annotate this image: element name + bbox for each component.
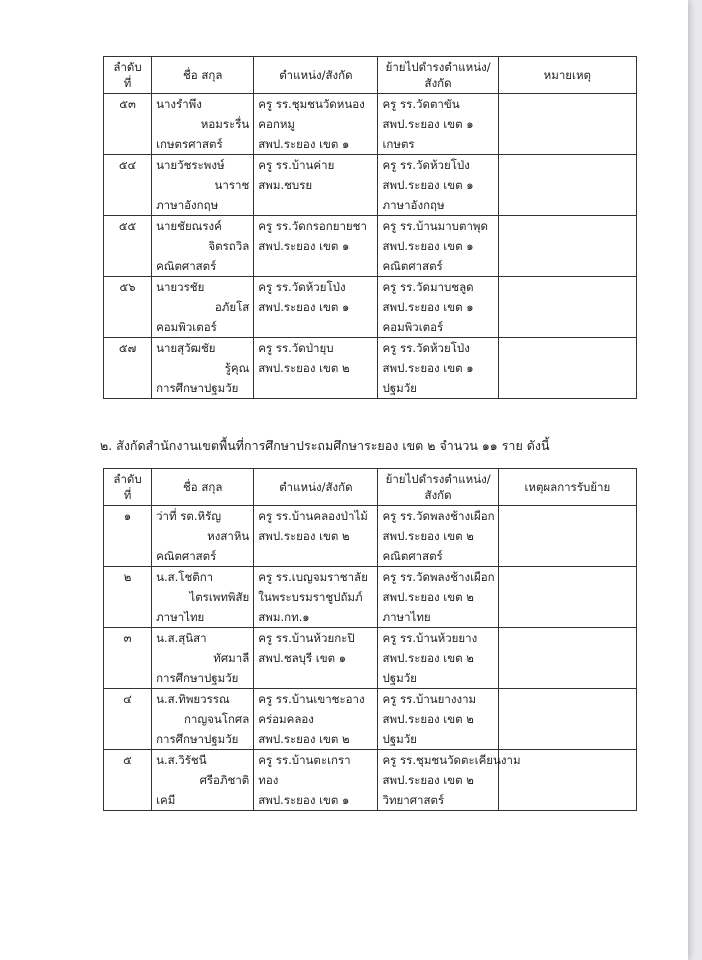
row-position-cell-line: ครู รร.บ้านห้วยกะปิ bbox=[258, 631, 355, 645]
row-position-cell-line: สพป.ระยอง เขต ๒ bbox=[258, 529, 350, 543]
header-order-line-1: ลำดับ bbox=[113, 60, 142, 74]
row-move-cell-line: สพป.ระยอง เขต ๑ bbox=[382, 361, 474, 375]
row-position-cell bbox=[254, 338, 378, 399]
row-move-cell-line: ครู รร.วัดพลงช้างเผือก bbox=[382, 570, 495, 584]
row-position-cell-line bbox=[258, 195, 373, 215]
row-number: ๕๖ bbox=[104, 277, 152, 338]
header-order bbox=[104, 57, 152, 94]
row-move-cell bbox=[378, 216, 498, 277]
row-position-cell-line: สพป.ระยอง เขต ๑ bbox=[258, 300, 350, 314]
row-move-cell-line: สพป.ระยอง เขต ๒ bbox=[382, 590, 474, 604]
row-move-cell-line: ภาษาไทย bbox=[382, 610, 431, 624]
row-name-cell bbox=[152, 506, 254, 567]
row-move-cell-line: ปฐมวัย bbox=[382, 671, 417, 685]
row-position-cell-line: สพป.ชลบุรี เขต ๑ bbox=[258, 651, 347, 665]
table-row bbox=[104, 155, 637, 216]
row-name-cell-line: ภาษาไทย bbox=[156, 610, 205, 624]
row-position-cell-line: ครู รร.บ้านคลองป่าไม้ bbox=[258, 509, 368, 523]
row-move-cell-line: ครู รร.บ้านยางงาม bbox=[382, 692, 477, 706]
row-name-cell bbox=[152, 689, 254, 750]
row-name-cell-line: คอมพิวเตอร์ bbox=[156, 320, 217, 334]
header-order-line-1: ลำดับ bbox=[113, 472, 142, 486]
table-row bbox=[104, 506, 637, 567]
row-number: ๕๔ bbox=[104, 155, 152, 216]
header-name: ชื่อ สกุล bbox=[152, 469, 254, 506]
row-number: ๕๕ bbox=[104, 216, 152, 277]
row-name-cell-line: จิตรถวิล bbox=[208, 239, 250, 253]
table-row bbox=[104, 338, 637, 399]
row-move-cell-line: สพป.ระยอง เขต ๒ bbox=[382, 773, 474, 787]
row-move-cell-line: คอมพิวเตอร์ bbox=[382, 320, 444, 334]
row-position-cell bbox=[254, 506, 378, 567]
header-move-to bbox=[378, 57, 498, 94]
row-move-cell-line: สพป.ระยอง เขต ๑ bbox=[382, 300, 474, 314]
row-name-cell-line: นายวรชัย bbox=[156, 280, 205, 294]
table-row bbox=[104, 216, 637, 277]
row-name-cell-line: น.ส.สุนิสา bbox=[156, 631, 207, 645]
header-name: ชื่อ สกุล bbox=[152, 57, 254, 94]
row-position-cell-line bbox=[258, 317, 373, 337]
table-row bbox=[104, 277, 637, 338]
row-move-cell-line: ปฐมวัย bbox=[382, 381, 417, 395]
row-name-cell-line: รู้คุณ bbox=[224, 361, 250, 375]
header-move-line-2: สังกัด bbox=[424, 76, 452, 90]
row-move-cell-line: ครู รร.วัดมาบชลูด bbox=[382, 280, 474, 294]
row-name-cell-line: ทัศมาลี bbox=[213, 651, 250, 665]
row-name-cell-line: ภาษาอังกฤษ bbox=[156, 198, 219, 212]
row-name-cell bbox=[152, 216, 254, 277]
row-number: ๕๓ bbox=[104, 94, 152, 155]
row-move-cell-line: สพป.ระยอง เขต ๑ bbox=[382, 239, 474, 253]
row-move-cell bbox=[378, 277, 498, 338]
row-name-cell-line: นายวัชระพงษ์ bbox=[156, 158, 225, 172]
row-note-cell bbox=[498, 155, 636, 216]
row-position-cell-line: สพป.ระยอง เขต ๒ bbox=[258, 361, 350, 375]
row-name-cell-line: การศึกษาปฐมวัย bbox=[156, 671, 239, 685]
row-position-cell bbox=[254, 216, 378, 277]
row-position-cell-line: สพม.ชบรย bbox=[258, 178, 313, 192]
table1-body bbox=[104, 94, 637, 399]
row-move-cell bbox=[378, 628, 498, 689]
row-position-cell-line: สพม.กท.๑ bbox=[258, 610, 310, 624]
row-note-cell bbox=[498, 94, 636, 155]
row-name-cell bbox=[152, 567, 254, 628]
row-move-cell bbox=[378, 338, 498, 399]
row-position-cell bbox=[254, 750, 378, 811]
table2-body bbox=[104, 506, 637, 811]
row-name-cell-line: เกษตรศาสตร์ bbox=[156, 137, 223, 151]
row-name-cell-line: กาญจนโกศล bbox=[183, 712, 250, 726]
row-move-cell-line: ปฐมวัย bbox=[382, 732, 417, 746]
row-move-cell-line: สพป.ระยอง เขต ๑ bbox=[382, 117, 474, 131]
row-name-cell bbox=[152, 628, 254, 689]
table-header-row bbox=[104, 57, 637, 94]
row-position-cell-line: ครู รร.วัดป่ายุบ bbox=[258, 341, 334, 355]
row-position-cell-line: สพป.ระยอง เขต ๑ bbox=[258, 137, 350, 151]
row-position-cell-line: สพป.ระยอง เขต ๑ bbox=[258, 239, 350, 253]
row-position-cell-line: ทอง bbox=[258, 773, 279, 787]
row-move-cell bbox=[378, 155, 498, 216]
row-name-cell bbox=[152, 94, 254, 155]
row-move-cell bbox=[378, 750, 521, 811]
row-position-cell-line: ครู รร.บ้านตะเกรา bbox=[258, 753, 351, 767]
table-row bbox=[104, 94, 637, 155]
row-name-cell bbox=[152, 277, 254, 338]
row-position-cell bbox=[254, 567, 378, 628]
header-move-line-1: ย้ายไปดำรงตำแหน่ง/ bbox=[385, 60, 491, 74]
row-move-cell-line: ครู รร.บ้านมาบตาพุด bbox=[382, 219, 488, 233]
section-2-heading: ๒. สังกัดสำนักงานเขตพื้นที่การศึกษาประถมศึกษาระยอง เขต ๒ จำนวน ๑๑ ราย ดังนี้ bbox=[100, 438, 550, 453]
row-position-cell-line bbox=[258, 256, 373, 276]
row-name-cell-line: หอมระรื่น bbox=[200, 117, 250, 131]
row-position-cell-line bbox=[258, 668, 373, 688]
row-position-cell-line: ครู รร.บ้านเขาชะอาง bbox=[258, 692, 365, 706]
header-position: ตำแหน่ง/สังกัด bbox=[254, 469, 378, 506]
table-row bbox=[104, 689, 637, 750]
row-name-cell-line: นายชัยณรงค์ bbox=[156, 219, 222, 233]
row-name-cell bbox=[152, 155, 254, 216]
row-name-cell-line: น.ส.โชติกา bbox=[156, 570, 214, 584]
row-note-cell bbox=[498, 628, 636, 689]
row-move-cell-line: คณิตศาสตร์ bbox=[382, 549, 443, 563]
row-position-cell-line: คอกหมู bbox=[258, 117, 295, 131]
row-note-cell bbox=[498, 277, 636, 338]
row-name-cell-line: นาราช bbox=[214, 178, 250, 192]
row-position-cell-line: ครู รร.ชุมชนวัดหนอง bbox=[258, 97, 365, 111]
row-name-cell bbox=[152, 338, 254, 399]
row-name-cell-line: น.ส.วิรัชนี bbox=[156, 753, 207, 767]
row-name-cell-line: การศึกษาปฐมวัย bbox=[156, 732, 239, 746]
transfer-table-1 bbox=[103, 56, 637, 399]
row-move-cell-line: สพป.ระยอง เขต ๒ bbox=[382, 529, 474, 543]
row-move-cell-line: ครู รร.วัดห้วยโป่ง bbox=[382, 158, 470, 172]
row-name-cell bbox=[152, 750, 254, 811]
row-note-cell bbox=[498, 689, 636, 750]
row-name-cell-line: อภัยโส bbox=[214, 300, 250, 314]
table-row bbox=[104, 750, 637, 811]
row-move-cell-line: ครู รร.บ้านห้วยยาง bbox=[382, 631, 478, 645]
row-move-cell-line: สพป.ระยอง เขต ๒ bbox=[382, 712, 474, 726]
header-order-line-2: ที่ bbox=[123, 76, 132, 90]
row-move-cell-line: เกษตร bbox=[382, 137, 415, 151]
row-name-cell-line: หงสาหิน bbox=[207, 529, 250, 543]
row-move-cell-line: สพป.ระยอง เขต ๒ bbox=[382, 651, 474, 665]
row-move-cell bbox=[378, 506, 498, 567]
row-name-cell-line: ไตรเพทพิสัย bbox=[189, 590, 250, 604]
row-position-cell-line: สพป.ระยอง เขต ๒ bbox=[258, 732, 350, 746]
row-position-cell-line: ครู รร.เบญจมราชาลัย bbox=[258, 570, 368, 584]
row-name-cell-line: ศรีอภิชาติ bbox=[199, 773, 250, 787]
table-row bbox=[104, 567, 637, 628]
row-position-cell bbox=[254, 689, 378, 750]
row-move-cell-line: ภาษาอังกฤษ bbox=[382, 198, 445, 212]
header-move-line-2: สังกัด bbox=[424, 488, 452, 502]
row-position-cell bbox=[254, 155, 378, 216]
row-position-cell-line: ครู รร.วัดกรอกยายชา bbox=[258, 219, 367, 233]
row-move-cell-line: ครู รร.วัดห้วยโป่ง bbox=[382, 341, 470, 355]
row-number: ๒ bbox=[104, 567, 152, 628]
header-move-to bbox=[378, 469, 498, 506]
row-move-cell-line: วิทยาศาสตร์ bbox=[382, 793, 445, 807]
header-order-line-2: ที่ bbox=[123, 488, 132, 502]
row-position-cell bbox=[254, 277, 378, 338]
row-name-cell-line: น.ส.ทิพยวรรณ bbox=[156, 692, 230, 706]
row-move-cell-line: ครู รร.วัดพลงช้างเผือก bbox=[382, 509, 495, 523]
row-number: ๕ bbox=[104, 750, 152, 811]
row-position-cell-line: ครู รร.วัดห้วยโป่ง bbox=[258, 280, 346, 294]
row-position-cell-line bbox=[258, 378, 373, 398]
row-move-cell-line: คณิตศาสตร์ bbox=[382, 259, 443, 273]
row-name-cell-line: เคมี bbox=[156, 793, 176, 807]
row-note-cell bbox=[498, 567, 636, 628]
row-note-cell bbox=[498, 506, 636, 567]
row-position-cell-line: คร่อมคลอง bbox=[258, 712, 314, 726]
row-name-cell-line: นายสุวัฒชัย bbox=[156, 341, 216, 355]
header-move-line-1: ย้ายไปดำรงตำแหน่ง/ bbox=[385, 472, 491, 486]
row-note-cell bbox=[498, 216, 636, 277]
row-move-cell-line: ครู รร.ชุมชนวัดตะเคียนงาม bbox=[382, 753, 521, 767]
row-number: ๑ bbox=[104, 506, 152, 567]
transfer-table-2 bbox=[103, 468, 637, 811]
row-move-cell-line: ครู รร.วัดตาขัน bbox=[382, 97, 460, 111]
row-position-cell-line: ในพระบรมราชูปถัมภ์ bbox=[258, 590, 363, 604]
row-name-cell-line: การศึกษาปฐมวัย bbox=[156, 381, 239, 395]
row-number: ๓ bbox=[104, 628, 152, 689]
row-number: ๕๗ bbox=[104, 338, 152, 399]
header-note: หมายเหตุ bbox=[498, 57, 636, 94]
row-position-cell bbox=[254, 94, 378, 155]
header-reason: เหตุผลการรับย้าย bbox=[498, 469, 636, 506]
table-row bbox=[104, 628, 637, 689]
row-note-cell bbox=[498, 338, 636, 399]
row-move-cell bbox=[378, 94, 498, 155]
row-name-cell-line: นางรำพึง bbox=[156, 97, 202, 111]
row-position-cell bbox=[254, 628, 378, 689]
row-move-cell-line: สพป.ระยอง เขต ๑ bbox=[382, 178, 474, 192]
row-name-cell-line: คณิตศาสตร์ bbox=[156, 549, 217, 563]
row-move-cell bbox=[378, 567, 498, 628]
row-name-cell-line: ว่าที่ รต.หิรัญ bbox=[156, 509, 222, 523]
row-number: ๔ bbox=[104, 689, 152, 750]
header-order bbox=[104, 469, 152, 506]
row-move-cell bbox=[378, 689, 498, 750]
row-name-cell-line: คณิตศาสตร์ bbox=[156, 259, 217, 273]
header-position: ตำแหน่ง/สังกัด bbox=[254, 57, 378, 94]
row-position-cell-line bbox=[258, 546, 373, 566]
row-position-cell-line: ครู รร.บ้านค่าย bbox=[258, 158, 335, 172]
row-position-cell-line: สพป.ระยอง เขต ๑ bbox=[258, 793, 350, 807]
table-header-row bbox=[104, 469, 637, 506]
